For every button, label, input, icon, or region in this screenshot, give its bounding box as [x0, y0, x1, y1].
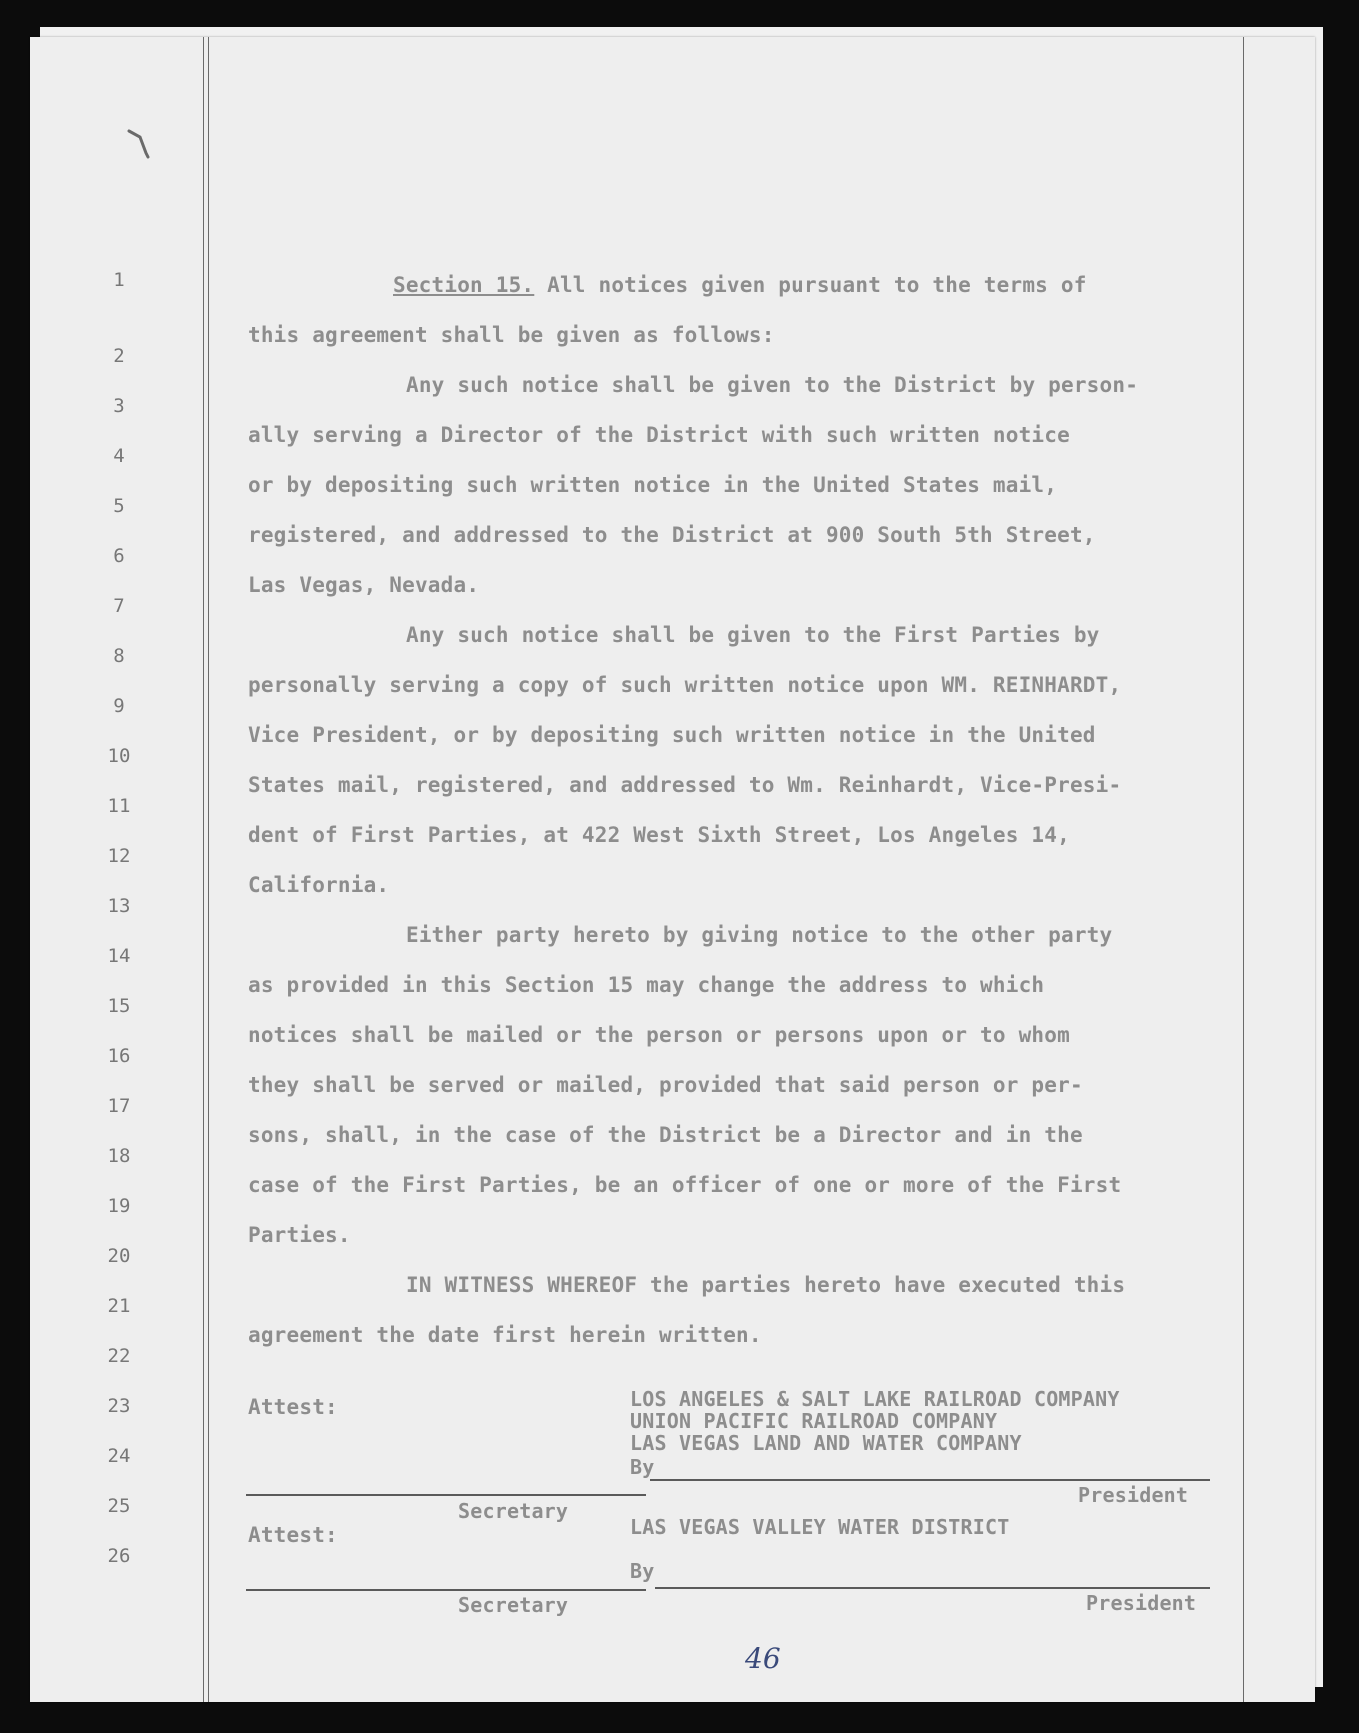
president-label: President — [1078, 1483, 1189, 1507]
body-line: they shall be served or mailed, provided that said person or per- — [248, 1073, 1083, 1097]
line-number: 5 — [113, 495, 125, 517]
line-number: 17 — [107, 1095, 131, 1117]
body-line: Any such notice shall be given to the District by person- — [406, 373, 1139, 397]
body-line: Las Vegas, Nevada. — [248, 573, 480, 597]
body-line: personally serving a copy of such written notice upon WM. REINHARDT, — [248, 673, 1122, 697]
line-number: 3 — [113, 395, 125, 417]
line-number: 6 — [113, 545, 125, 567]
president-signature-line — [650, 1479, 1210, 1481]
body-line: Parties. — [248, 1223, 351, 1247]
secretary-signature-line — [246, 1494, 646, 1496]
body-line: as provided in this Section 15 may change the address to which — [248, 973, 1045, 997]
line-number: 7 — [113, 595, 125, 617]
by-label: By — [630, 1455, 655, 1479]
company-name: LAS VEGAS LAND AND WATER COMPANY — [630, 1431, 1022, 1455]
line-number: 4 — [113, 445, 125, 467]
handwritten-page-number: 46 — [745, 1642, 781, 1675]
line-number: 23 — [107, 1395, 131, 1417]
body-line: Any such notice shall be given to the First Parties by — [406, 623, 1100, 647]
line-number: 21 — [107, 1295, 131, 1317]
body-line: Vice President, or by depositing such written notice in the United — [248, 723, 1096, 747]
body-line: ally serving a Director of the District with such written notice — [248, 423, 1070, 447]
pencil-mark — [126, 127, 156, 163]
line-number: 10 — [107, 745, 131, 767]
company-name: LOS ANGELES & SALT LAKE RAILROAD COMPANY — [630, 1387, 1120, 1411]
body-line: dent of First Parties, at 422 West Sixth Street, Los Angeles 14, — [248, 823, 1070, 847]
body-line: California. — [248, 873, 390, 897]
line-number: 8 — [113, 645, 125, 667]
section-heading: Section 15. — [393, 273, 535, 297]
line-number: 12 — [107, 845, 131, 867]
line-number: 19 — [107, 1195, 131, 1217]
body-line: registered, and addressed to the District at 900 South 5th Street, — [248, 523, 1096, 547]
line-number: 11 — [107, 795, 131, 817]
attest-label: Attest: — [248, 1395, 338, 1419]
line-number: 18 — [107, 1145, 131, 1167]
body-line: case of the First Parties, be an officer of one or more of the First — [248, 1173, 1122, 1197]
body-line: notices shall be mailed or the person or persons upon or to whom — [248, 1023, 1070, 1047]
company-name: UNION PACIFIC RAILROAD COMPANY — [630, 1409, 998, 1433]
attest-label: Attest: — [248, 1523, 338, 1547]
secretary-signature-line — [246, 1589, 646, 1591]
line-number: 22 — [107, 1345, 131, 1367]
line-number: 14 — [107, 945, 131, 967]
president-label: President — [1086, 1591, 1197, 1615]
line-number: 16 — [107, 1045, 131, 1067]
body-line: sons, shall, in the case of the District be a Director and in the — [248, 1123, 1083, 1147]
body-line: Section 15. All notices given pursuant to the terms of — [393, 273, 1087, 297]
right-margin-rule — [1243, 37, 1244, 1702]
body-line: this agreement shall be given as follows: — [248, 323, 775, 347]
body-line: or by depositing such written notice in the United States mail, — [248, 473, 1058, 497]
body-line: agreement the date first herein written. — [248, 1323, 762, 1347]
line-number: 13 — [107, 895, 131, 917]
left-margin-rule-inner — [208, 37, 209, 1702]
by-label: By — [630, 1559, 655, 1583]
line-number: 2 — [113, 345, 125, 367]
line-number: 25 — [107, 1495, 131, 1517]
secretary-label: Secretary — [458, 1499, 569, 1523]
line-number: 15 — [107, 995, 131, 1017]
line-number: 26 — [107, 1545, 131, 1567]
body-line: Either party hereto by giving notice to the other party — [406, 923, 1113, 947]
line-number: 1 — [113, 269, 125, 291]
secretary-label: Secretary — [458, 1593, 569, 1617]
company-name: LAS VEGAS VALLEY WATER DISTRICT — [630, 1515, 1010, 1539]
president-signature-line — [655, 1587, 1210, 1589]
body-line: States mail, registered, and addressed to Wm. Reinhardt, Vice-Presi- — [248, 773, 1122, 797]
line-number: 24 — [107, 1445, 131, 1467]
line-number: 20 — [107, 1245, 131, 1267]
body-line: IN WITNESS WHEREOF the parties hereto have executed this — [406, 1273, 1126, 1297]
line-number: 9 — [113, 695, 125, 717]
document-page — [30, 37, 1315, 1702]
